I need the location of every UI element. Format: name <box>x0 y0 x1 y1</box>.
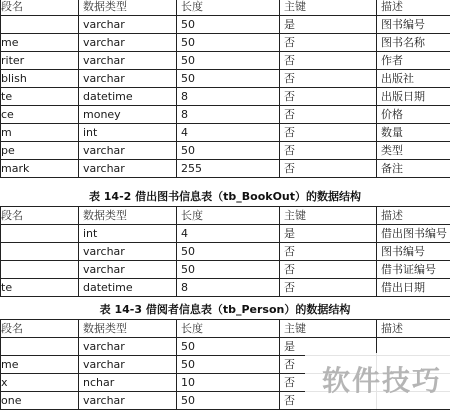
table-cell <box>1 261 79 279</box>
table-cell: 50 <box>177 52 280 70</box>
table-cell: varchar <box>79 16 177 34</box>
table-cell: 否 <box>280 52 377 70</box>
table-cell: me <box>1 356 79 374</box>
column-header: 描述 <box>377 320 450 338</box>
table-header-row <box>1 0 450 16</box>
table-cell: m <box>1 124 79 142</box>
table-cell: 50 <box>177 16 280 34</box>
table-cell: me <box>1 34 79 52</box>
table-cell: 出版社 <box>377 70 450 88</box>
column-header: 长度 <box>177 0 280 16</box>
table-cell: riter <box>1 52 79 70</box>
table-cell: te <box>1 279 79 297</box>
table-cell: int <box>79 225 177 243</box>
table-row <box>1 70 450 88</box>
table-cell: 是 <box>280 225 377 243</box>
column-header: 数据类型 <box>79 320 177 338</box>
table-cell: 50 <box>177 34 280 52</box>
table-cell: 否 <box>280 34 377 52</box>
table-cell: 否 <box>280 160 377 178</box>
table-cell: varchar <box>79 392 177 410</box>
table-cell: x <box>1 374 79 392</box>
table-cell: 50 <box>177 243 280 261</box>
column-header: 长度 <box>177 207 280 225</box>
table-cell: 图书编号 <box>377 16 450 34</box>
table-row <box>1 243 450 261</box>
table-cell: 255 <box>177 160 280 178</box>
table-cell: 作者 <box>377 52 450 70</box>
table-cell: 否 <box>280 70 377 88</box>
table-3-caption: 表 14-3 借阅者信息表（tb_Person）的数据结构 <box>0 303 450 317</box>
table-cell: varchar <box>79 52 177 70</box>
table-cell: 50 <box>177 338 280 356</box>
table-cell: mark <box>1 160 79 178</box>
table-cell: 是 <box>280 16 377 34</box>
table-cell: 50 <box>177 261 280 279</box>
table-cell: 数量 <box>377 124 450 142</box>
table-cell: 否 <box>280 106 377 124</box>
table-cell: money <box>79 106 177 124</box>
column-header: 主键 <box>280 320 377 338</box>
column-header: 段名 <box>1 207 79 225</box>
table-row <box>1 279 450 297</box>
table-cell: 价格 <box>377 106 450 124</box>
table-cell: varchar <box>79 261 177 279</box>
table-1 <box>0 0 450 178</box>
table-cell: int <box>79 124 177 142</box>
table-cell: varchar <box>79 142 177 160</box>
table-cell: 借出日期 <box>377 279 450 297</box>
table-cell: 类型 <box>377 142 450 160</box>
table-row <box>1 225 450 243</box>
table-cell: 8 <box>177 106 280 124</box>
table-cell: blish <box>1 70 79 88</box>
column-header: 数据类型 <box>79 0 177 16</box>
table-row <box>1 52 450 70</box>
table-cell: nchar <box>79 374 177 392</box>
table-cell: te <box>1 88 79 106</box>
table-cell: datetime <box>79 279 177 297</box>
table-row <box>1 106 450 124</box>
table-cell: one <box>1 392 79 410</box>
table-cell: 10 <box>177 374 280 392</box>
table-cell: 4 <box>177 124 280 142</box>
table-cell: 图书编号 <box>377 243 450 261</box>
table-cell: varchar <box>79 356 177 374</box>
table-cell: datetime <box>79 88 177 106</box>
table-cell: 否 <box>280 142 377 160</box>
table-cell: 否 <box>280 392 377 410</box>
column-header: 段名 <box>1 0 79 16</box>
column-header: 数据类型 <box>79 207 177 225</box>
table-cell: varchar <box>79 338 177 356</box>
column-header: 主键 <box>280 0 377 16</box>
table-row <box>1 88 450 106</box>
table-cell <box>1 16 79 34</box>
table-cell: varchar <box>79 160 177 178</box>
table-header-row <box>1 207 450 225</box>
table-header-row <box>1 320 450 338</box>
table-cell: 50 <box>177 392 280 410</box>
table-cell <box>1 225 79 243</box>
table-cell: 是 <box>280 338 377 356</box>
table-cell <box>1 243 79 261</box>
table-cell: 否 <box>280 124 377 142</box>
table-2-caption: 表 14-2 借出图书信息表（tb_BookOut）的数据结构 <box>0 190 450 204</box>
table-cell: 否 <box>280 374 377 392</box>
table-row <box>1 124 450 142</box>
table-cell: 备注 <box>377 160 450 178</box>
column-header: 主键 <box>280 207 377 225</box>
watermark-text: 软件技巧 <box>322 359 442 399</box>
table-row <box>1 142 450 160</box>
table-cell: 出版日期 <box>377 88 450 106</box>
column-header: 长度 <box>177 320 280 338</box>
table-cell <box>1 338 79 356</box>
table-cell: 4 <box>177 225 280 243</box>
table-cell: 否 <box>280 356 377 374</box>
column-header: 段名 <box>1 320 79 338</box>
table-row <box>1 16 450 34</box>
table-cell: 50 <box>177 142 280 160</box>
table-cell: ce <box>1 106 79 124</box>
table-cell: varchar <box>79 34 177 52</box>
table-cell: 50 <box>177 356 280 374</box>
column-header: 描述 <box>377 207 450 225</box>
table-cell: 否 <box>280 279 377 297</box>
table-row <box>1 34 450 52</box>
column-header: 描述 <box>377 0 450 16</box>
table-cell: 借书证编号 <box>377 261 450 279</box>
table-cell: varchar <box>79 70 177 88</box>
table-cell: 否 <box>280 88 377 106</box>
table-cell: 借出图书编号 <box>377 225 450 243</box>
table-cell: 图书名称 <box>377 34 450 52</box>
table-cell: 否 <box>280 243 377 261</box>
table-cell: 8 <box>177 88 280 106</box>
table-cell: pe <box>1 142 79 160</box>
table-cell: 50 <box>177 70 280 88</box>
table-cell: varchar <box>79 243 177 261</box>
table-row <box>1 160 450 178</box>
table-cell: 否 <box>280 261 377 279</box>
table-2 <box>0 206 450 297</box>
table-cell: 8 <box>177 279 280 297</box>
table-row <box>1 261 450 279</box>
